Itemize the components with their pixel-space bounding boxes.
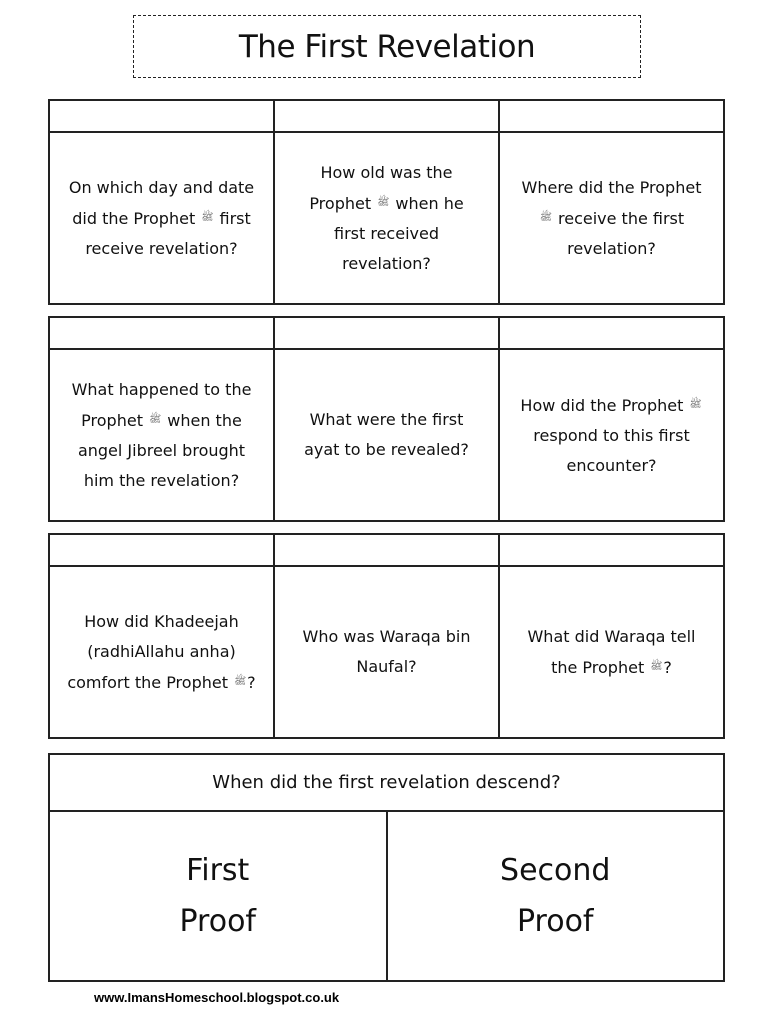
question-cell	[275, 133, 500, 303]
question-text: Who was Waraqa bin Naufal?	[302, 627, 471, 676]
blank-header-cell	[500, 101, 723, 131]
blank-header-cell	[275, 101, 500, 131]
blank-header-cell	[50, 318, 275, 348]
answer-header-row	[50, 535, 723, 567]
second-proof-cell	[388, 812, 724, 980]
blank-header-cell	[500, 318, 723, 348]
blank-header-cell	[50, 101, 275, 131]
question-text: What were the first ayat to be revealed?	[304, 410, 469, 459]
question-row	[50, 567, 723, 737]
pbuh-symbol: ﷺ	[689, 398, 702, 410]
blank-header-cell	[275, 535, 500, 565]
question-text: How old was the Prophet ﷺ when he first received revelation?	[309, 162, 464, 273]
answer-header-row	[50, 101, 723, 133]
question-row	[50, 350, 723, 520]
question-cell	[275, 567, 500, 737]
question-grid-1	[48, 99, 725, 305]
proofs-row	[50, 812, 723, 980]
question-text: On which day and date did the Prophet ﷺ first receive revelation?	[68, 177, 255, 258]
question-cell	[500, 567, 723, 737]
blank-header-cell	[50, 535, 275, 565]
question-cell	[500, 350, 723, 520]
descend-question: When did the first revelation descend?	[50, 755, 723, 812]
question-text: Where did the Prophet ﷺ receive the first revelation?	[521, 177, 702, 258]
question-text: What happened to the Prophet ﷺ when the angel Jibreel brought him the revelation?	[71, 379, 252, 490]
second-proof-label: Second Proof	[500, 853, 611, 939]
pbuh-symbol: ﷺ	[234, 675, 247, 687]
pbuh-symbol: ﷺ	[149, 413, 162, 425]
first-proof-cell	[50, 812, 388, 980]
question-cell	[50, 567, 275, 737]
pbuh-symbol: ﷺ	[650, 660, 663, 672]
revelation-date-box	[48, 753, 725, 982]
title-box	[133, 15, 641, 78]
blank-header-cell	[275, 318, 500, 348]
pbuh-symbol: ﷺ	[377, 196, 390, 208]
question-grid-3	[48, 533, 725, 739]
question-cell	[500, 133, 723, 303]
question-text: How did the Prophet ﷺ respond to this first encounter?	[517, 390, 707, 481]
page-title: The First Revelation	[238, 28, 536, 65]
pbuh-symbol: ﷺ	[539, 211, 552, 223]
blank-header-cell	[500, 535, 723, 565]
question-cell	[50, 350, 275, 520]
question-grid-2	[48, 316, 725, 522]
question-row	[50, 133, 723, 303]
answer-header-row	[50, 318, 723, 350]
pbuh-symbol: ﷺ	[201, 211, 214, 223]
footer-url: www.ImansHomeschool.blogspot.co.uk	[94, 990, 340, 1005]
question-cell	[50, 133, 275, 303]
first-proof-label: First Proof	[179, 853, 256, 939]
question-text: How did Khadeejah (radhiAllahu anha) comfort the Prophet ﷺ?	[67, 607, 257, 698]
question-cell	[275, 350, 500, 520]
question-text: What did Waraqa tell the Prophet ﷺ?	[517, 622, 707, 683]
